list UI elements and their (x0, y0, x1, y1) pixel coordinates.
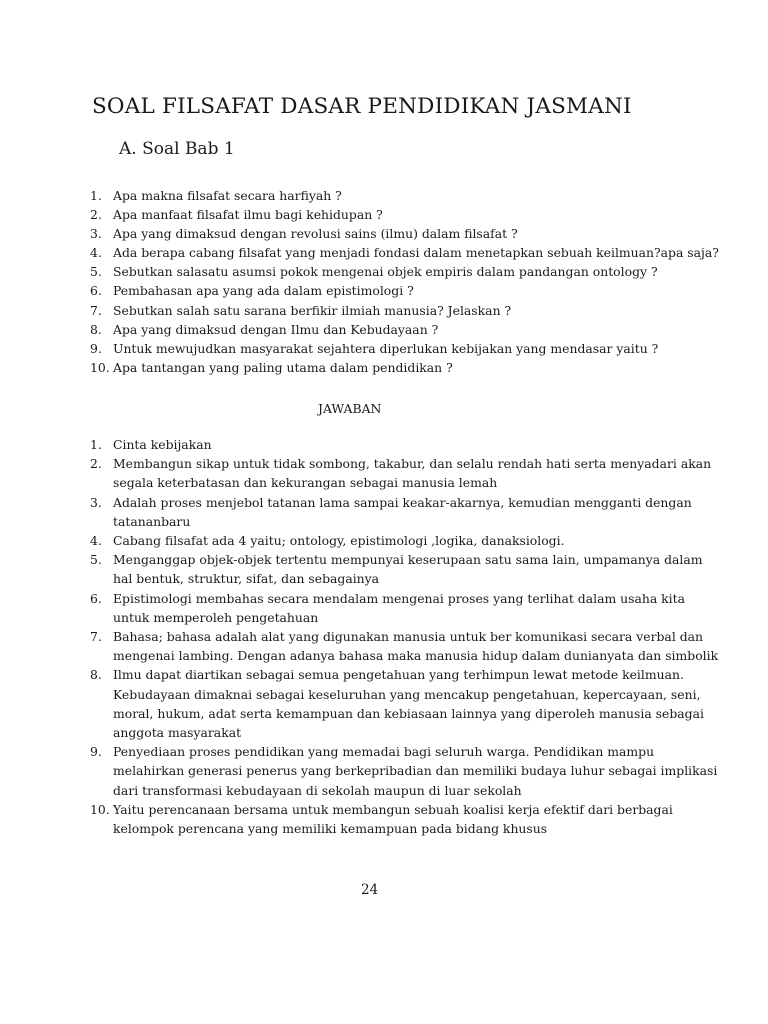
answer-line: Yaitu perencanaan bersama untuk membangun sebuah koalisi kerja efektif dari berbagai (113, 801, 673, 817)
answer-text (113, 531, 690, 550)
answer-item (90, 454, 712, 492)
answer-line: Penyediaan proses pendidikan yang memadai bagi seluruh warga. Pendidikan mampu (113, 744, 655, 760)
question-number: 1. (90, 188, 102, 203)
answer-line: hal bentuk, struktur, sifat, dan sebagainya (113, 571, 380, 587)
answer-text (113, 454, 711, 492)
question-text: Pembahasan apa yang ada dalam epistimologi ? (113, 283, 414, 299)
answer-text (113, 627, 718, 665)
question-item (90, 358, 710, 377)
answer-line: untuk memperoleh pengetahuan (113, 609, 319, 625)
answer-line: mengenai lambing. Dengan adanya bahasa maka manusia hidup dalam dunianyata dan simbolik (113, 648, 719, 664)
question-item (90, 281, 710, 300)
question-text: Apa yang dimaksud dengan revolusi sains (ilmu) dalam filsafat ? (113, 226, 518, 242)
question-text: Apa makna filsafat secara harfiyah ? (113, 188, 342, 203)
answer-number: 9. (90, 744, 102, 760)
answer-list (90, 435, 719, 838)
answer-item (90, 435, 690, 454)
answer-text (113, 800, 690, 838)
answer-line: Ilmu dapat diartikan sebagai semua pengetahuan yang terhimpun lewat metode keilmuan. (113, 667, 684, 683)
answers-heading: JAWABAN (318, 401, 382, 416)
question-number: 5. (90, 264, 102, 280)
question-text: Apa manfaat filsafat ilmu bagi kehidupan ? (113, 207, 383, 223)
question-text: Sebutkan salah satu sarana berfikir ilmiah manusia? Jelaskan ? (113, 302, 512, 318)
question-item (90, 262, 710, 281)
question-number: 9. (90, 340, 102, 356)
question-list (90, 186, 719, 377)
answer-number: 4. (90, 533, 102, 549)
section-heading: A. Soal Bab 1 (119, 139, 235, 159)
answer-number: 3. (90, 494, 102, 510)
question-text: Untuk mewujudkan masyarakat sejahtera diperlukan kebijakan yang mendasar yaitu ? (113, 340, 659, 356)
answer-item (90, 493, 690, 531)
question-item (90, 205, 710, 224)
answer-item (90, 531, 690, 550)
answer-number: 5. (90, 552, 102, 568)
question-item (90, 224, 710, 243)
question-text: Apa yang dimaksud dengan Ilmu dan Kebudayaan ? (113, 321, 439, 337)
question-item (90, 301, 710, 320)
page-title: SOAL FILSAFAT DASAR PENDIDIKAN JASMANI (92, 94, 632, 119)
answer-number: 7. (90, 629, 102, 645)
answer-item (90, 665, 704, 742)
answer-line: Menganggap objek-objek tertentu mempunyai keserupaan satu sama lain, umpamanya dalam (113, 552, 703, 568)
answer-text (113, 665, 704, 742)
question-number: 10. (90, 359, 110, 375)
answer-line: Bahasa; bahasa adalah alat yang digunakan manusia untuk ber komunikasi secara verbal dan (113, 629, 704, 645)
answer-line: Membangun sikap untuk tidak sombong, takabur, dan selalu rendah hati serta menyadari akan (113, 456, 712, 472)
answer-line: tatananbaru (113, 513, 191, 529)
answer-line: segala keterbatasan dan kekurangan sebagai manusia lemah (113, 475, 498, 491)
question-number: 7. (90, 302, 102, 318)
answer-line: moral, hukum, adat serta kemampuan dan kebiasaan lainnya yang diperoleh manusia sebagai (113, 705, 704, 721)
page-number: 24 (361, 882, 379, 898)
question-number: 6. (90, 283, 102, 299)
answer-item (90, 550, 703, 588)
answer-line: Epistimologi membahas secara mendalam mengenai proses yang terlihat dalam usaha kita (113, 590, 686, 606)
answer-line: dari transformasi kebudayaan di sekolah maupun di luar sekolah (113, 782, 522, 798)
answer-item (90, 742, 718, 800)
answer-number: 1. (90, 437, 102, 452)
question-number: 4. (90, 245, 102, 261)
answer-item (90, 627, 719, 665)
answer-number: 8. (90, 667, 102, 683)
answer-item (90, 800, 690, 838)
answer-line: anggota masyarakat (113, 725, 242, 741)
answer-text (113, 493, 692, 531)
answer-number: 6. (90, 590, 102, 606)
question-number: 3. (90, 226, 102, 242)
answer-line: kelompok perencana yang memiliki kemampuan pada bidang khusus (113, 821, 548, 837)
answer-text (113, 742, 717, 800)
question-item (90, 186, 710, 205)
answer-text (113, 589, 690, 627)
answer-line: Adalah proses menjebol tatanan lama sampai keakar-akarnya, kemudian mengganti dengan (113, 494, 692, 510)
answer-line: Cabang filsafat ada 4 yaitu; ontology, epistimologi ,logika, danaksiologi. (113, 533, 565, 549)
answer-number: 10. (90, 801, 110, 817)
answer-number: 2. (90, 456, 102, 472)
question-item (90, 243, 719, 262)
question-item (90, 320, 710, 339)
answer-line: Kebudayaan dimaknai sebagai keseluruhan yang mencakup pengetahuan, kepercayaan, seni, (113, 686, 701, 702)
question-text: Sebutkan salasatu asumsi pokok mengenai objek empiris dalam pandangan ontology ? (113, 264, 658, 280)
answer-text (113, 550, 703, 588)
question-number: 2. (90, 207, 102, 223)
answer-line: melahirkan generasi penerus yang berkepribadian dan memiliki budaya luhur sebagai implikasi (113, 763, 718, 779)
answer-line: Cinta kebijakan (113, 437, 212, 452)
answer-item (90, 589, 690, 627)
question-text: Apa tantangan yang paling utama dalam pendidikan ? (113, 359, 453, 375)
answer-text (113, 435, 690, 454)
question-number: 8. (90, 321, 102, 337)
question-item (90, 339, 710, 358)
question-text: Ada berapa cabang filsafat yang menjadi fondasi dalam menetapkan sebuah keilmuan?apa saja? (113, 245, 719, 261)
